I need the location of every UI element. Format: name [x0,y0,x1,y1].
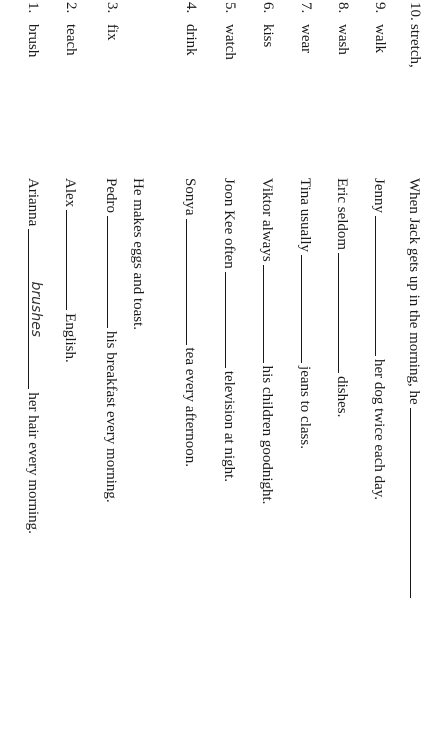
exercise-item-8 [330,0,356,729]
sentence-start: Sonya [182,178,198,216]
item-sentence [366,178,393,500]
exercise-item-3-continuation [125,0,151,729]
answer-blank[interactable] [301,255,319,363]
item-sentence [254,178,281,504]
answer-blank[interactable] [410,408,428,598]
item-sentence [177,178,204,467]
sentence-end: his children goodnight. [259,365,275,505]
item-verb: kiss [260,24,276,48]
item-number: 8. [335,2,351,14]
item-number: 2. [63,2,79,14]
answer-blank[interactable] [107,216,125,328]
answer-blank[interactable] [66,210,84,310]
item-number: 4. [183,2,199,14]
handwritten-answer: brushes [28,281,44,338]
item-number: 3. [104,2,120,14]
item-sentence [216,178,243,482]
sentence-start: Tina usually [297,178,313,253]
exercise-item-1 [20,0,46,729]
answer-blank[interactable] [225,272,243,368]
sentence-start: Viktor always [259,178,275,262]
sentence-end: jeans to class. [297,366,313,449]
item-extra-sentence: He makes eggs and toast. [130,178,146,331]
sentence-start: Joon Kee often [221,178,237,269]
sentence-end: tea every afternoon. [182,347,198,468]
exercise-item-9 [367,0,393,729]
item-sentence [98,178,125,503]
item-sentence [292,178,319,449]
item-verb: wash [335,24,351,55]
sentence-start: Pedro [103,178,119,213]
sentence-start: When Jack gets up in the morning, he [406,178,422,405]
item-verb: brush [25,24,41,58]
sentence-end: her dog twice each day. [371,359,387,501]
sentence-end: his breakfast every morning. [103,331,119,503]
answer-blank[interactable] [338,253,356,373]
exercise-item-3 [99,0,125,729]
sentence-start: Alex [62,178,78,208]
answer-blank[interactable] [28,229,46,389]
sentence-start: Arianna [25,178,41,227]
sentence-end: television at night. [221,370,237,483]
exercise-item-4 [178,0,204,729]
item-number: 5. [222,2,238,14]
sentence-start: Eric seldom [334,178,350,251]
item-sentence [20,178,46,534]
item-sentence [329,178,356,417]
answer-blank[interactable] [263,265,281,363]
item-verb: wear [298,24,314,54]
item-number: 10. [407,2,423,21]
sentence-start: Jenny [371,178,387,213]
sentence-end: her hair every morning. [25,392,41,534]
sentence-end: dishes. [334,376,350,418]
item-number: 9. [372,2,388,14]
item-verb: walk [372,24,388,54]
item-verb: stretch, [407,24,423,68]
item-verb: drink [183,24,199,56]
item-number: 7. [298,2,314,14]
exercise-item-5 [217,0,243,729]
item-number: 6. [260,2,276,14]
item-verb: teach [63,24,79,56]
exercise-item-2 [58,0,84,729]
answer-blank[interactable] [186,219,204,345]
item-verb: fix [104,24,120,41]
item-number: 1. [25,2,41,14]
sentence-end: English. [62,313,78,363]
exercise-item-10 [402,0,428,729]
item-sentence [401,178,428,601]
item-verb: watch [222,24,238,60]
exercise-item-7 [293,0,319,729]
item-sentence [57,178,84,363]
answer-blank[interactable] [375,216,393,356]
exercise-item-6 [255,0,281,729]
